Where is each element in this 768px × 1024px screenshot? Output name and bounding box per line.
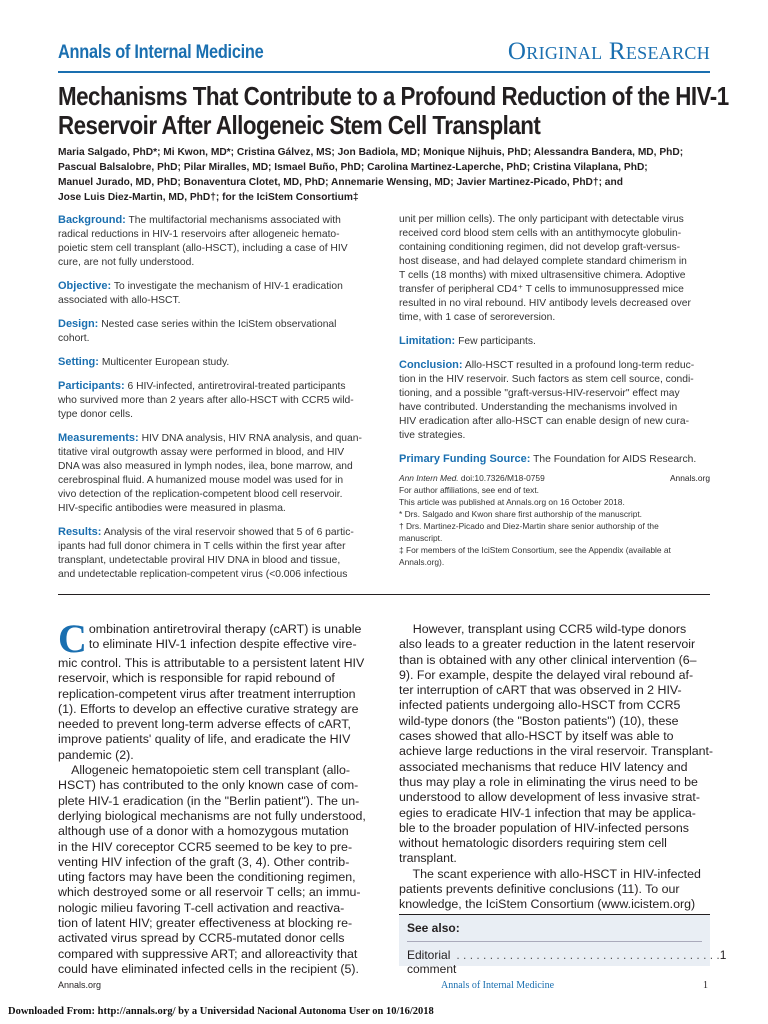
- body-line: knowledge, the IciStem Consortium (www.icistem.org): [399, 897, 696, 912]
- abstract-line: [58, 242, 368, 256]
- abstract-text: transplant, undetectable proviral HIV DNA in blood and tissue,: [58, 555, 341, 566]
- page-number: 1: [703, 980, 708, 991]
- abstract-line: [58, 228, 368, 242]
- abstract-paragraph: [58, 279, 368, 308]
- abstract-paragraph: [58, 355, 368, 370]
- abstract-line: [58, 474, 368, 488]
- abstract-line: [58, 332, 368, 346]
- author-line: Jose Luis Diez-Martin, MD, PhD†; for the IciStem Consortium‡: [58, 192, 359, 203]
- abstract-text: Allo-HSCT resulted in a profound long-term reduc-: [462, 360, 695, 371]
- abstract-heading: Limitation:: [399, 335, 456, 347]
- abstract-text: who survived more than 2 years after allo-HSCT with CCR5 wild-: [58, 395, 354, 406]
- abstract-line: [399, 241, 710, 255]
- body-line: to eliminate HIV-1 infection despite effective vire-: [88, 637, 357, 652]
- abstract-line: [58, 279, 368, 294]
- abstract-paragraph: [399, 334, 710, 349]
- footer-journal: Annals of Internal Medicine: [441, 980, 555, 991]
- see-also-box: [399, 914, 727, 976]
- body-line: associated mechanisms that reduce HIV latency and: [399, 759, 688, 774]
- abstract-text: titative viral outgrowth assay were performed in blood, and HIV: [58, 447, 345, 458]
- body-line: (1). Efforts to develop an effective curative strategy are: [58, 701, 359, 716]
- body-line: reservoir, which is responsible for rapid rebound of: [58, 671, 335, 686]
- abstract-line: [58, 568, 368, 582]
- abstract-line: [58, 394, 368, 408]
- author-line: Maria Salgado, PhD*; Mi Kwon, MD*; Cristina Gálvez, MS; Jon Badiola, MD; Monique Nijhuis, PhD; Alessandra Bandera, MD, PhD;: [58, 147, 684, 158]
- abstract-heading: Setting:: [58, 356, 99, 368]
- leader-dots: . . . . . . . . . . . . . . . . . . . . . . . . . . . . . . . . . . . . . . . .: [456, 948, 720, 962]
- abstract-line: [58, 488, 368, 502]
- meta-line: Annals.org).: [399, 557, 445, 567]
- author-line: Pascual Balsalobre, PhD; Pilar Miralles, MD; Ismael Buño, PhD; Carolina Martinez-Laperche, PhD; Cristina Vilaplana, PhD;: [58, 162, 648, 173]
- abstract-line: [399, 297, 710, 311]
- abstract-line: [399, 213, 710, 227]
- body-line: tion of latent HIV; greater effectiveness at blocking re-: [58, 916, 353, 931]
- abstract-line: [58, 460, 368, 474]
- body-line: infected patients undergoing allo-HSCT from CCR5: [399, 698, 681, 713]
- abstract-text: DNA was also measured in lymph nodes, ilea, bone marrow, and: [58, 461, 353, 472]
- abstract-text: radical reductions in HIV-1 reservoirs after allogeneic hemato-: [58, 229, 340, 240]
- body-line: activated virus spread by CCR5-mutated donor cells: [58, 931, 345, 946]
- abstract-line: [58, 554, 368, 568]
- body-line: needed to prevent long-term adverse effects of cART,: [58, 717, 351, 732]
- abstract-line: [58, 408, 368, 422]
- body-line: venting HIV infection of the graft (3, 4). Other contrib-: [58, 854, 350, 869]
- abstract-line: [399, 283, 710, 297]
- abstract-text: Multicenter European study.: [98, 357, 230, 368]
- citation-journal: Ann Intern Med.: [399, 473, 459, 483]
- abstract-text: poietic stem cell transplant (allo-HSCT), including a case of HIV: [58, 243, 348, 254]
- meta-line: * Drs. Salgado and Kwon share first authorship of the manuscript.: [399, 509, 643, 519]
- body-line: transplant.: [399, 851, 457, 866]
- article-metadata: [399, 472, 710, 568]
- abstract-line: [399, 452, 710, 467]
- body-line: improve patients' quality of life, and eradicate the HIV: [58, 732, 351, 747]
- body-left-lines: [58, 656, 368, 977]
- body-line: nologic milieu favoring T-cell activation and reactiva-: [58, 900, 345, 915]
- abstract-text: received cord blood stem cells with an antithymocyte globulin-: [399, 228, 682, 239]
- abstract-line: [58, 256, 368, 270]
- abstract-text: ipants had full donor chimera in T cells within the first year after: [58, 541, 346, 552]
- body-line: cases showed that allo-HSCT by itself was able to: [399, 729, 674, 744]
- abstract-paragraph: [58, 431, 368, 516]
- abstract-paragraph: [58, 525, 368, 582]
- abstract-text: tion in the HIV reservoir. Such factors as stem cell source, condi-: [399, 374, 694, 385]
- abstract-heading: Results:: [58, 526, 102, 538]
- abstract-text: tive strategies.: [399, 430, 466, 441]
- abstract-paragraph: [399, 358, 710, 443]
- citation-doi[interactable]: doi:10.7326/M18-0759: [458, 473, 545, 483]
- abstract-text: HIV eradication after allo-HSCT can enable design of new cura-: [399, 416, 689, 427]
- body-line: compared with suppressive ART; and alloreactivity that: [58, 946, 358, 961]
- abstract-paragraph: [58, 317, 368, 346]
- abstract-text: HIV DNA analysis, HIV RNA analysis, and quan-: [138, 433, 362, 444]
- abstract-text: time, with 1 case of seroreversion.: [399, 312, 556, 323]
- body-line: in the HIV coreceptor CCR5 seemed to be key to pre-: [58, 839, 353, 854]
- abstract-text: and undetectable replication-competent virus (<0.006 infectious: [58, 569, 348, 580]
- abstract-text: HIV-specific antibodies were measured in plasma.: [58, 503, 286, 514]
- download-notice: Downloaded From: http://annals.org/ by a Universidad Nacional Autonoma User on 10/16/2018: [8, 1006, 434, 1017]
- body-line: However, transplant using CCR5 wild-type donors: [399, 622, 687, 636]
- abstract-line: [58, 317, 368, 332]
- body-line: HSCT) has contributed to the only known case of com-: [58, 778, 359, 793]
- abstract-text: Few participants.: [455, 336, 536, 347]
- body-line: could have eliminated infected cells in the recipient (5).: [58, 961, 359, 976]
- body-line: Allogeneic hematopoietic stem cell transplant (allo-: [58, 763, 351, 778]
- abstract-heading: Design:: [58, 318, 99, 330]
- abstract-paragraph: [58, 379, 368, 422]
- see-also-item-label[interactable]: Editorial comment: [407, 948, 457, 976]
- abstract-paragraph: [399, 452, 710, 467]
- title-line: Mechanisms That Contribute to a Profound Reduction of the HIV-1: [58, 81, 729, 111]
- abstract-text: resulted in no viral rebound. HIV antibody levels decreased over: [399, 298, 691, 309]
- abstract-text: To investigate the mechanism of HIV-1 eradication: [111, 281, 343, 292]
- body-line: which destroyed some or all reservoir T cells; an immu-: [58, 885, 361, 900]
- abstract-line: [58, 213, 368, 228]
- body-line: achieve large reductions in the viral reservoir. Transplant-: [399, 744, 714, 759]
- abstract-line: [58, 355, 368, 370]
- body-line: 9). For example, despite the delayed viral rebound af-: [399, 667, 694, 682]
- abstract-text: transfer of peripheral CD4⁺ T cells to immunosuppressed mice: [399, 284, 684, 295]
- meta-line: For author affiliations, see end of text.: [399, 485, 539, 495]
- abstract-heading: Measurements:: [58, 432, 139, 444]
- abstract-text: tioning, and a possible "graft-versus-HIV-reservoir" effect may: [399, 388, 680, 399]
- abstract-line: [58, 294, 368, 308]
- abstract-line: [399, 311, 710, 325]
- abstract-heading: Conclusion:: [399, 359, 463, 371]
- body-line: egies to eradicate HIV-1 infection that may be applica-: [399, 805, 696, 820]
- abstract-text: Nested case series within the IciStem observational: [98, 319, 337, 330]
- body-line: understood to allow development of less invasive strat-: [399, 790, 700, 805]
- abstract-text: T cells (18 months) with mixed ultrasensitive chimera. Adoptive: [399, 270, 686, 281]
- top-rule: [58, 71, 710, 73]
- abstract-line: [399, 255, 710, 269]
- abstract-heading: Primary Funding Source:: [399, 453, 531, 465]
- see-also-heading: See also:: [407, 921, 460, 935]
- body-line: replication-competent virus after treatment interruption: [58, 686, 356, 701]
- abstract-text: 6 HIV-infected, antiretroviral-treated participants: [124, 381, 346, 392]
- abstract-text: cure, are not fully understood.: [58, 257, 195, 268]
- abstract-text: cohort.: [58, 333, 90, 344]
- abstract-line: [58, 446, 368, 460]
- section-label: Original Research: [507, 38, 710, 65]
- abstract-line: [399, 373, 710, 387]
- abstract-line: [58, 540, 368, 554]
- abstract-line: [399, 269, 710, 283]
- abstract-line: [399, 387, 710, 401]
- meta-line: † Drs. Martinez-Picado and Diez-Martin share senior authorship of the: [399, 521, 659, 531]
- abstract-text: type donor cells.: [58, 409, 133, 420]
- body-line: without hematologic disorders requiring stem cell: [399, 836, 667, 851]
- abstract-text: associated with allo-HSCT.: [58, 295, 181, 306]
- author-line: Manuel Jurado, MD, PhD; Bonaventura Clotet, MD, PhD; Annemarie Wensing, MD; Javier Martinez-Picado, PhD†; and: [58, 177, 623, 188]
- body-line: ble to the broader population of HIV-infected persons: [399, 820, 689, 835]
- abstract-line: [399, 227, 710, 241]
- see-also-item[interactable]: [407, 941, 727, 976]
- abstract-paragraph: [58, 213, 368, 270]
- journal-name: Annals of Internal Medicine: [58, 42, 264, 63]
- abstract-text: Analysis of the viral reservoir showed that 5 of 6 partic-: [101, 527, 354, 538]
- abstract-text: unit per million cells). The only participant with detectable virus: [399, 214, 684, 225]
- abstract-line: [58, 431, 368, 446]
- abstract-text: The multifactorial mechanisms associated with: [125, 215, 341, 226]
- author-list: [58, 145, 758, 205]
- drop-cap: C: [58, 616, 87, 661]
- title-line: Reservoir After Allogeneic Stem Cell Transplant: [58, 110, 541, 140]
- abstract-text: have contributed. Understanding the mechanisms involved in: [399, 402, 678, 413]
- body-line: pandemic (2).: [58, 747, 134, 762]
- abstract-heading: Background:: [58, 214, 126, 226]
- meta-line: manuscript.: [399, 533, 443, 543]
- abstract-text: containing conditioning regimen, did not develop graft-versus-: [399, 242, 681, 253]
- abstract-text: cerebrospinal fluid. A humanized mouse model was used for in: [58, 475, 344, 486]
- body-line: ombination antiretroviral therapy (cART) is unable: [88, 622, 362, 636]
- article-title: [58, 81, 729, 140]
- citation: [399, 472, 545, 484]
- abstract-heading: Objective:: [58, 280, 112, 292]
- abstract-paragraph: [399, 213, 710, 325]
- abstract-line: [58, 379, 368, 394]
- abstract-line: [399, 415, 710, 429]
- abstract-text: host disease, and had delayed complete standard chimerism in: [399, 256, 687, 267]
- footer-site[interactable]: Annals.org: [58, 980, 102, 990]
- body-line: plete HIV-1 eradication (in the "Berlin patient"). The un-: [58, 793, 360, 808]
- body-line: ter interruption of cART that was observed in 2 HIV-: [399, 683, 682, 698]
- body-line: mic control. This is attributable to a persistent latent HIV: [58, 656, 365, 670]
- body-line: thus may play a role in eliminating the virus need to be: [399, 774, 698, 789]
- body-line: The scant experience with allo-HSCT in HIV-infected: [399, 866, 701, 881]
- section-divider: [58, 594, 710, 595]
- citation-row: [399, 472, 710, 484]
- abstract-line: [399, 334, 710, 349]
- abstract-right-column: [399, 213, 710, 476]
- body-line: although use of a donor with a homozygous mutation: [58, 824, 349, 839]
- abstract-left-column: [58, 213, 368, 591]
- body-line: also leads to a greater reduction in the latent reservoir: [399, 637, 696, 652]
- body-line: than is obtained with any other clinical intervention (6–: [399, 652, 697, 667]
- body-line: wild-type donors (the "Boston patients") (10), these: [399, 713, 679, 728]
- body-left-column: [58, 616, 368, 977]
- abstract-line: [399, 401, 710, 415]
- body-line: patients prevents definitive conclusions (11). To our: [399, 882, 680, 897]
- meta-line: This article was published at Annals.org on 16 October 2018.: [399, 497, 625, 507]
- body-right-column: [399, 622, 714, 913]
- abstract-text: The Foundation for AIDS Research.: [530, 454, 697, 465]
- body-line: uting factors may have been the conditioning regimen,: [58, 870, 356, 885]
- abstract-line: [58, 525, 368, 540]
- abstract-heading: Participants:: [58, 380, 125, 392]
- site-link[interactable]: Annals.org: [669, 473, 710, 483]
- abstract-line: [58, 502, 368, 516]
- see-also-page: 1: [719, 948, 727, 962]
- body-line: derlying biological mechanisms are not fully understood,: [58, 808, 366, 823]
- abstract-line: [399, 429, 710, 443]
- abstract-line: [399, 358, 710, 373]
- meta-line: ‡ For members of the IciStem Consortium, see the Appendix (available at: [399, 545, 671, 555]
- abstract-text: vivo detection of the replication-competent blood cell reservoir.: [58, 489, 343, 500]
